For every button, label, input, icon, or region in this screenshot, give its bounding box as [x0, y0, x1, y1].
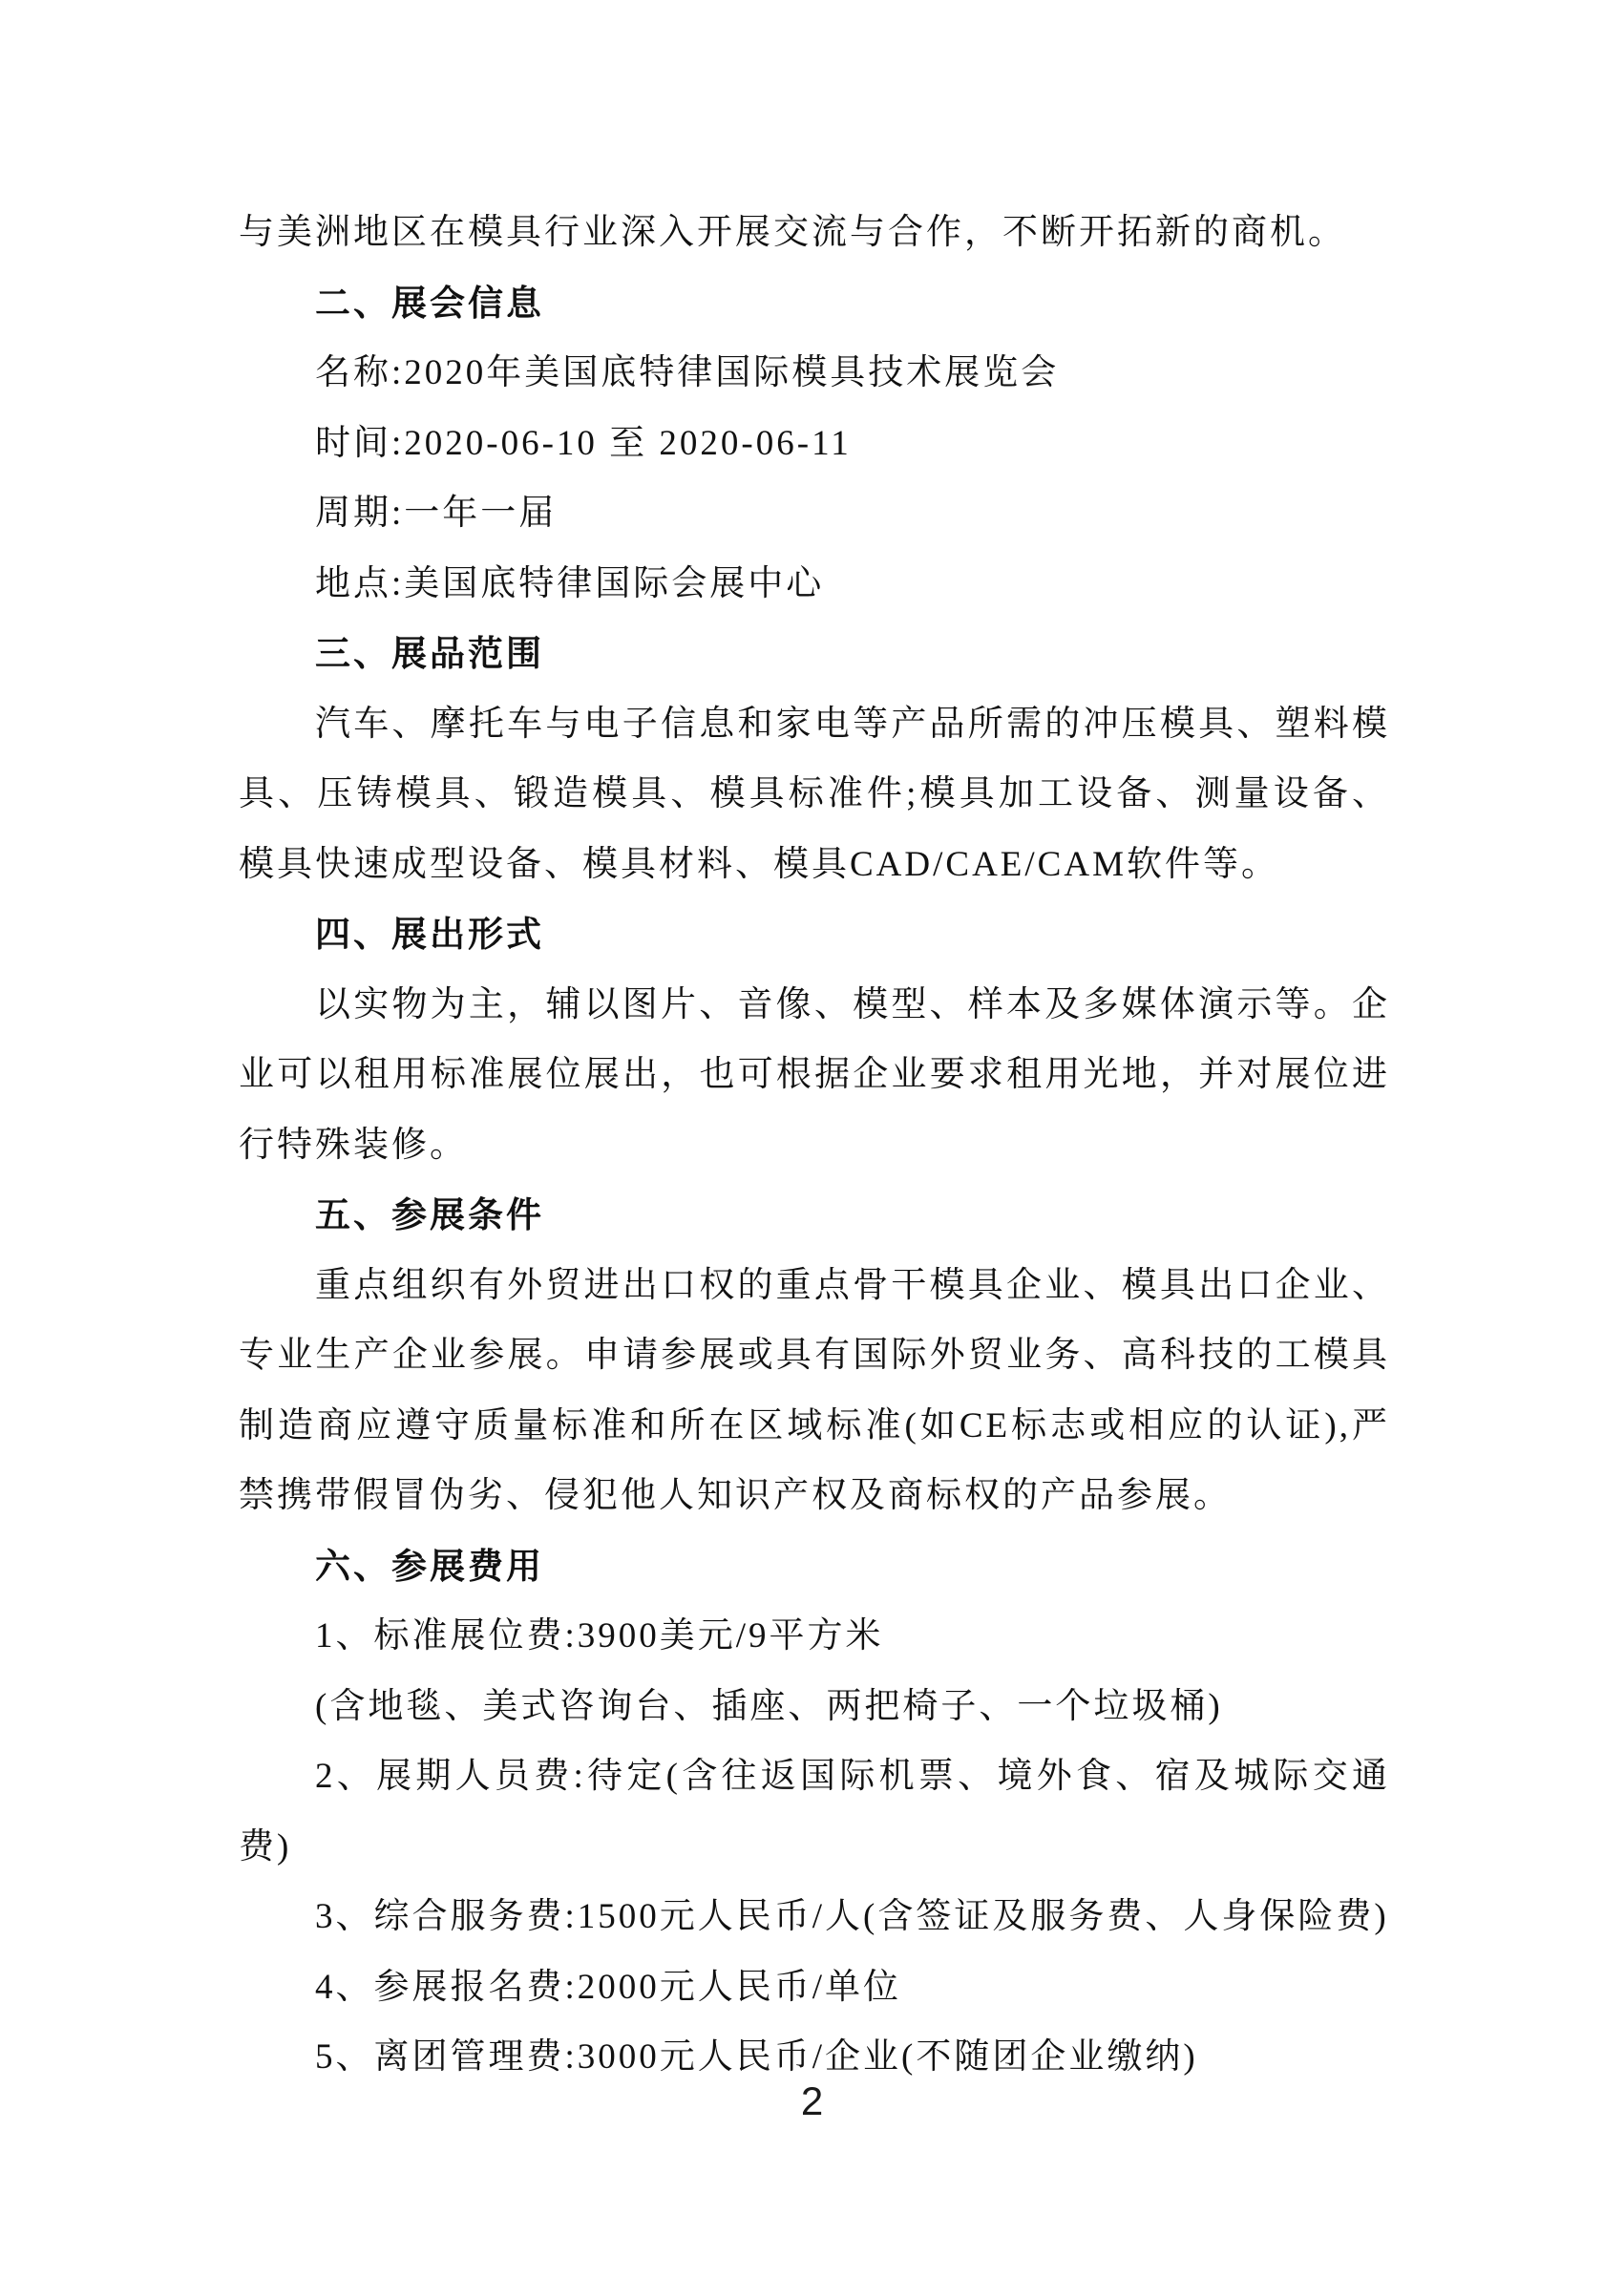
info-line-cycle: 周期:一年一届 [315, 494, 558, 533]
fee-line-leave-group: 5、离团管理费:3000元人民币/企业(不随团企业缴纳) [315, 2037, 1198, 2077]
fee-line-service: 3、综合服务费:1500元人民币/人(含签证及服务费、人身保险费) [315, 1897, 1389, 1936]
section-heading-participation-conditions: 五、参展条件 [315, 1195, 544, 1234]
section-heading-exhibit-scope: 三、展品范围 [315, 634, 544, 673]
fee-line-registration: 4、参展报名费:2000元人民币/单位 [315, 1967, 902, 2007]
fee-line-booth: 1、标准展位费:3900美元/9平方米 [315, 1616, 884, 1656]
page-number: 2 [800, 2078, 824, 2123]
info-line-date: 时间:2020-06-10 至 2020-06-11 [315, 423, 852, 463]
continuation-paragraph: 与美洲地区在模具行业深入开展交流与合作，不断开拓新的商机。 [239, 213, 1346, 252]
paragraph-exhibit-scope: 汽车、摩托车与电子信息和家电等产品所需的冲压模具、塑料模具、压铸模具、锻造模具、模具标准件;模具加工设备、测量设备、模具快速成型设备、模具材料、模具CAD/CAE/CAM软件等。 [239, 704, 1390, 884]
section-heading-participation-fees: 六、参展费用 [315, 1546, 544, 1586]
section-heading-exhibit-format: 四、展出形式 [315, 915, 544, 954]
info-line-venue: 地点:美国底特律国际会展中心 [315, 563, 825, 603]
paragraph-exhibit-format: 以实物为主，辅以图片、音像、模型、样本及多媒体演示等。企业可以租用标准展位展出，也可根据企业要求租用光地，并对展位进行特殊装修。 [239, 984, 1390, 1165]
paragraph-participation-conditions: 重点组织有外贸进出口权的重点骨干模具企业、模具出口企业、专业生产企业参展。申请参展或具有国际外贸业务、高科技的工模具制造商应遵守质量标准和所在区域标准(如CE标志或相应的认证),严禁携带假冒伪劣、侵犯他人知识产权及商标权的产品参展。 [239, 1265, 1390, 1515]
info-line-name: 名称:2020年美国底特律国际模具技术展览会 [315, 353, 1060, 392]
document-body [239, 198, 1390, 2093]
fee-line-booth-includes: (含地毯、美式咨询台、插座、两把椅子、一个垃圾桶) [315, 1686, 1223, 1726]
fee-line-personnel: 2、展期人员费:待定(含往返国际机票、境外食、宿及城际交通费) [239, 1757, 1390, 1867]
section-heading-exhibition-info: 二、展会信息 [315, 283, 544, 323]
